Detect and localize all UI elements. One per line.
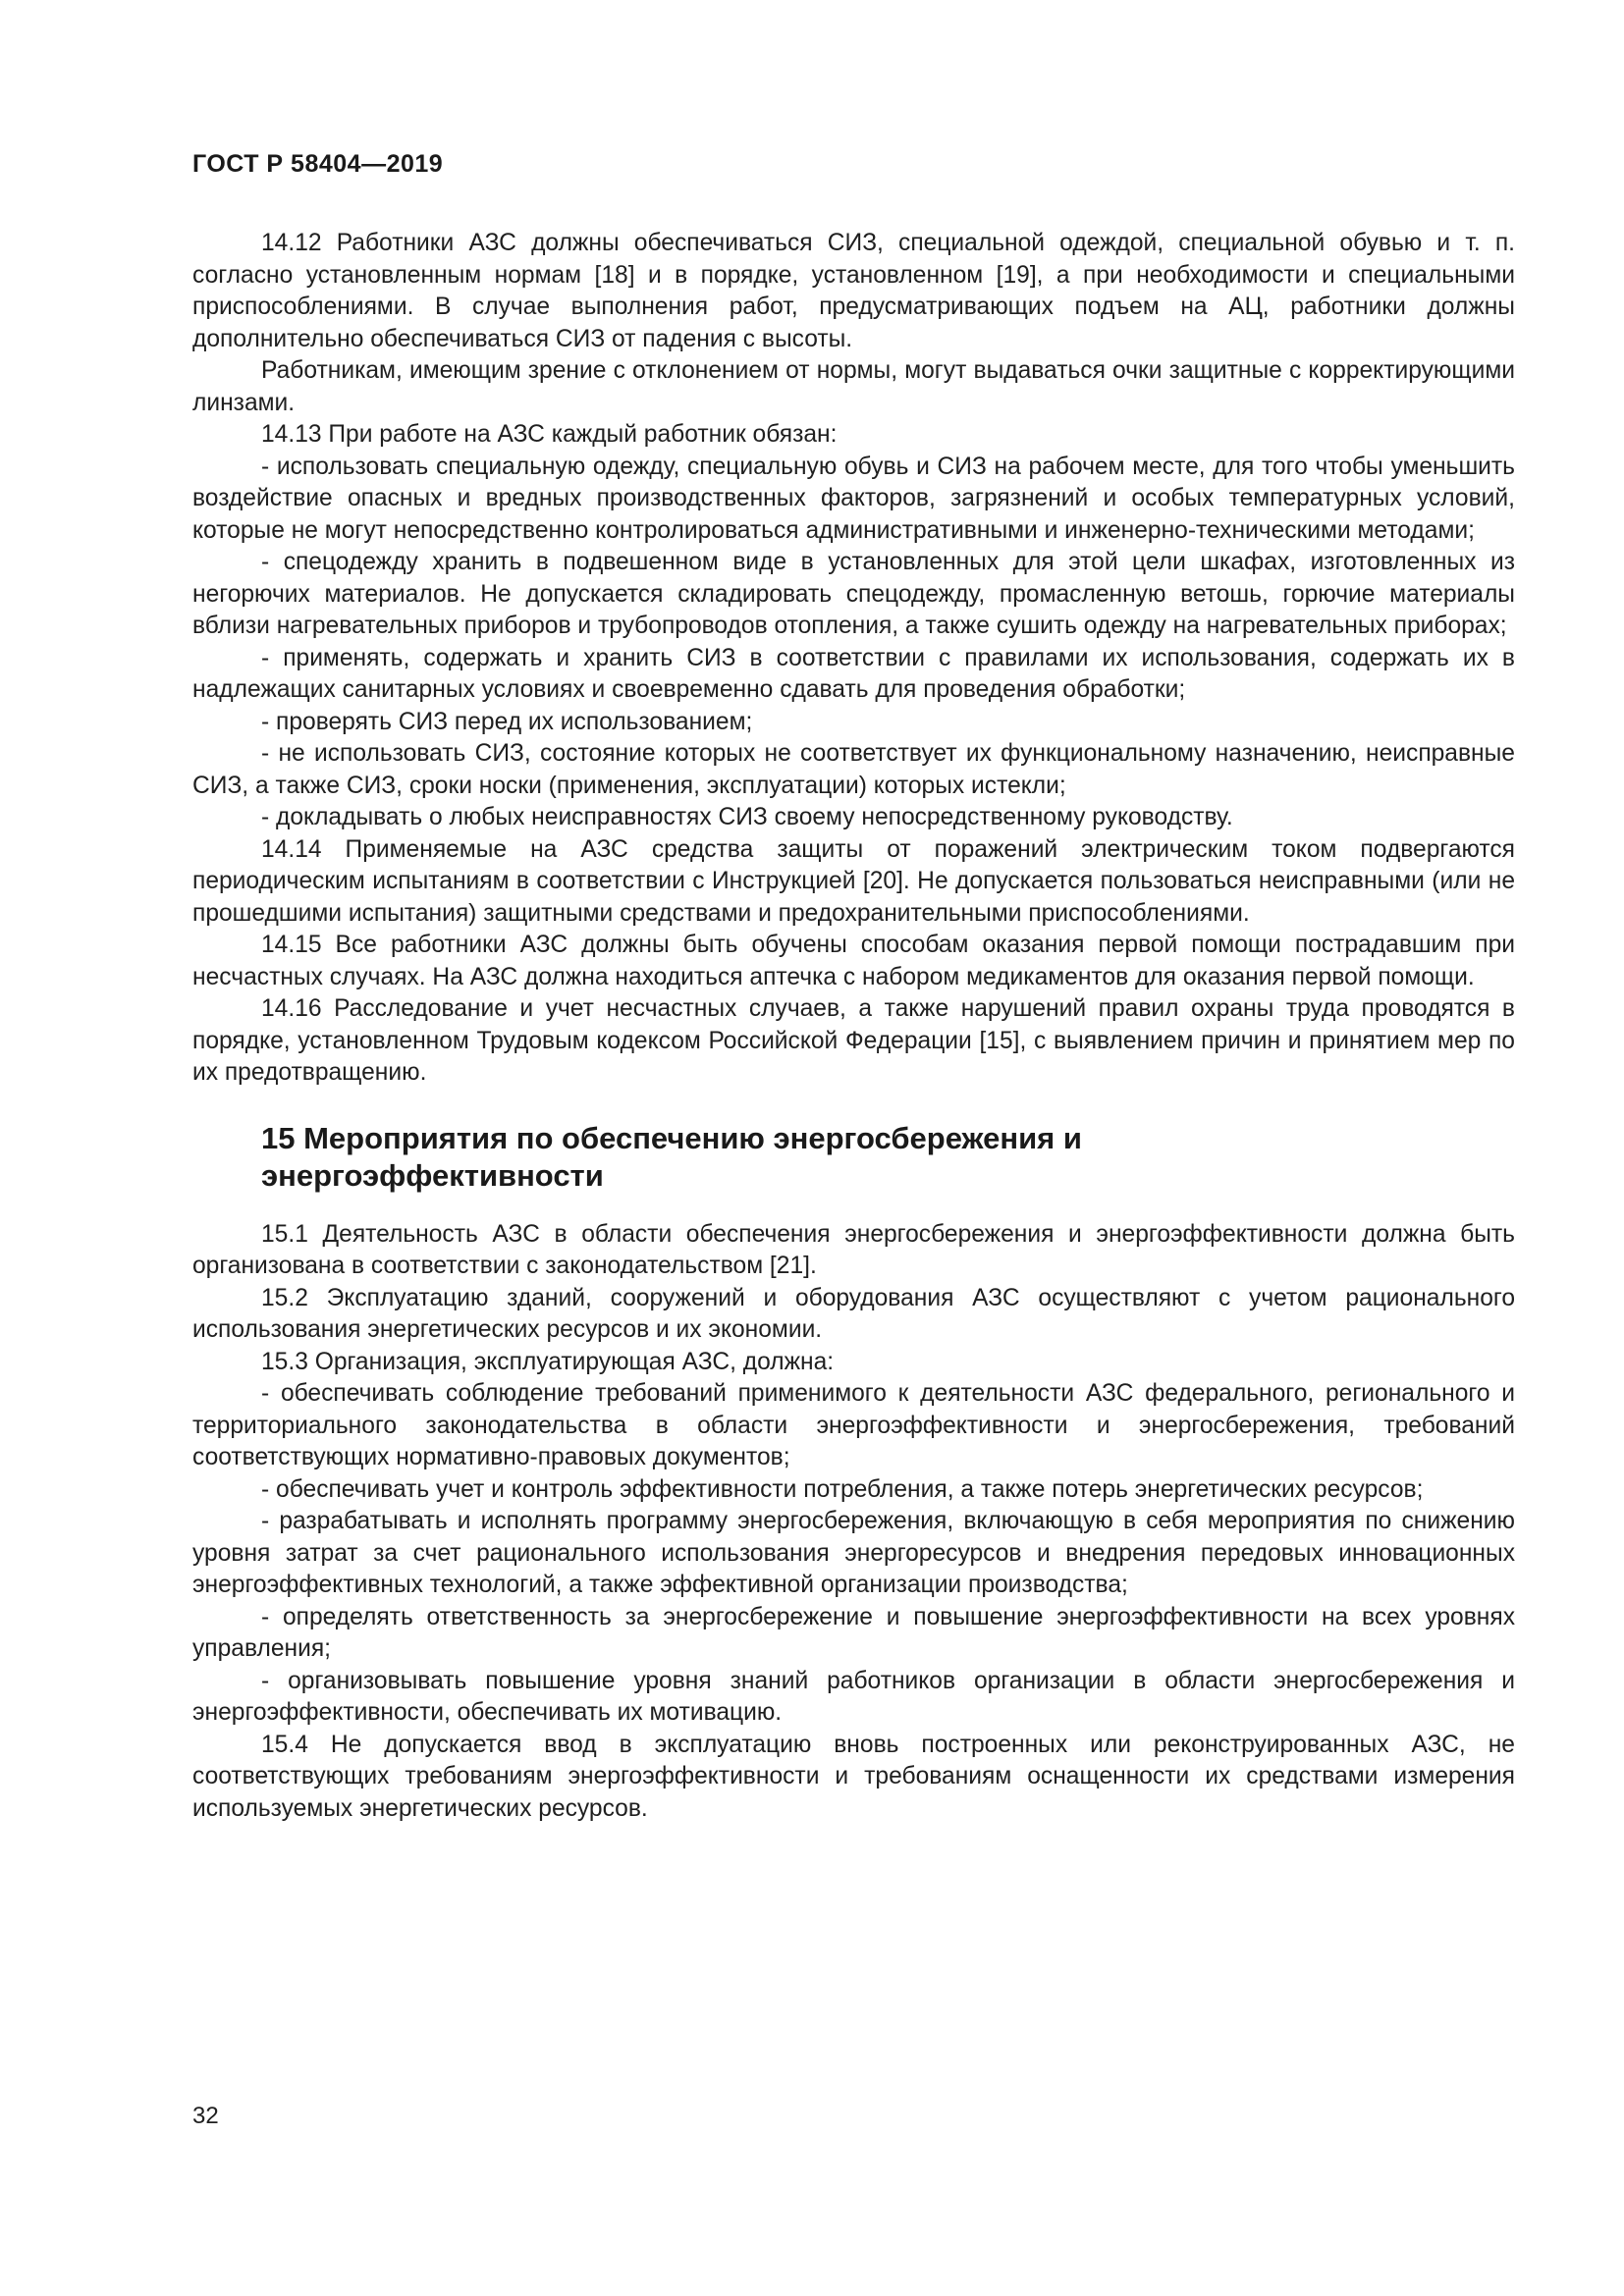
paragraph-14-15: 14.15 Все работники АЗС должны быть обучены способам оказания первой помощи пострадавшим при несчастных случаях. На АЗС должна находиться аптечка с набором медикаментов для оказания первой помощи.: [192, 932, 1515, 990]
document-body: [192, 228, 1515, 1825]
list-item: - обеспечивать учет и контроль эффективности потребления, а также потерь энергетических ресурсов;: [261, 1475, 1424, 1503]
paragraph-14-12: 14.12 Работники АЗС должны обеспечиваться СИЗ, специальной одеждой, специальной обувью и т. п. согласно установленным нормам [18] и в порядке, установленном [19], а при необходимости и специальными приспособлениями. В случае выполнения работ, предусматривающих подъем на АЦ, работники должны дополнительно обеспечиваться СИЗ от падения с высоты.: [192, 230, 1515, 352]
list-item: - организовывать повышение уровня знаний работников организации в области энергосбережения и энергоэффективности, обеспечивать их мотивацию.: [192, 1667, 1515, 1726]
list-item: - не использовать СИЗ, состояние которых не соответствует их функциональному назначению, неисправные СИЗ, а также СИЗ, сроки носки (применения, эксплуатации) которых истекли;: [192, 740, 1515, 799]
list-item: - разрабатывать и исполнять программу энергосбережения, включающую в себя мероприятия по снижению уровня затрат за счет рационального использования энергоресурсов и внедрения передовых инновационных энергоэффективных технологий, а также эффективной организации производства;: [192, 1508, 1515, 1598]
paragraph-14-16: 14.16 Расследование и учет несчастных случаев, а также нарушений правил охраны труда проводятся в порядке, установленном Трудовым кодексом Российской Федерации [15], с выявлением причин и принятием мер по их предотвращению.: [192, 995, 1515, 1086]
section-title: 15 Мероприятия по обеспечению энергосбережения и энергоэффективности: [261, 1120, 1082, 1193]
list-item: - спецодежду хранить в подвешенном виде в установленных для этой цели шкафах, изготовленных из негорючих материалов. Не допускается складировать спецодежду, промасленную ветошь, горючие материалы вблизи нагревательных приборов и трубопроводов отопления, а также сушить одежду на нагревательных приборах;: [192, 549, 1515, 639]
list-item: - применять, содержать и хранить СИЗ в соответствии с правилами их использования, содержать их в надлежащих санитарных условиях и своевременно сдавать для проведения обработки;: [192, 644, 1515, 703]
document-header: ГОСТ Р 58404—2019: [192, 150, 444, 178]
list-item: - использовать специальную одежду, специальную обувь и СИЗ на рабочем месте, для того чтобы уменьшить воздействие опасных и вредных производственных факторов, загрязнений и особых температурных условий, которые не могут непосредственно контролироваться административными и инженерно-техническими методами;: [192, 453, 1515, 544]
list-item: - проверять СИЗ перед их использованием;: [261, 708, 753, 735]
paragraph-14-13: 14.13 При работе на АЗС каждый работник обязан:: [261, 421, 838, 448]
paragraph-15-4: 15.4 Не допускается ввод в эксплуатацию вновь построенных или реконструированных АЗС, не соответствующих требованиям энергоэффективности и требованиям оснащенности их средствами измерения используемых энергетических ресурсов.: [192, 1731, 1515, 1822]
list-item: - определять ответственность за энергосбережение и повышение энергоэффективности на всех уровнях управления;: [192, 1603, 1515, 1662]
paragraph-15-1: 15.1 Деятельность АЗС в области обеспечения энергосбережения и энергоэффективности должна быть организована в соответствии с законодательством [21].: [192, 1220, 1515, 1279]
page-number: 32: [192, 2103, 219, 2129]
list-item: - докладывать о любых неисправностях СИЗ своему непосредственному руководству.: [261, 804, 1233, 830]
list-item: - обеспечивать соблюдение требований применимого к деятельности АЗС федерального, регионального и территориального законодательства в области энергоэффективности и энергосбережения, требований соответствующих нормативно-правовых документов;: [192, 1380, 1515, 1470]
paragraph-14-12-note: Работникам, имеющим зрение с отклонением от нормы, могут выдаваться очки защитные с корректирующими линзами.: [192, 357, 1515, 416]
paragraph-15-2: 15.2 Эксплуатацию зданий, сооружений и оборудования АЗС осуществляют с учетом рационального использования энергетических ресурсов и их экономии.: [192, 1284, 1515, 1343]
paragraph-14-14: 14.14 Применяемые на АЗС средства защиты от поражений электрическим током подвергаются периодическим испытаниям в соответствии с Инструкцией [20]. Не допускается пользоваться неисправными (или не прошедшими испытания) защитными средствами и предохранительными приспособлениями.: [192, 835, 1515, 927]
paragraph-15-3: 15.3 Организация, эксплуатирующая АЗС, должна:: [261, 1348, 835, 1375]
